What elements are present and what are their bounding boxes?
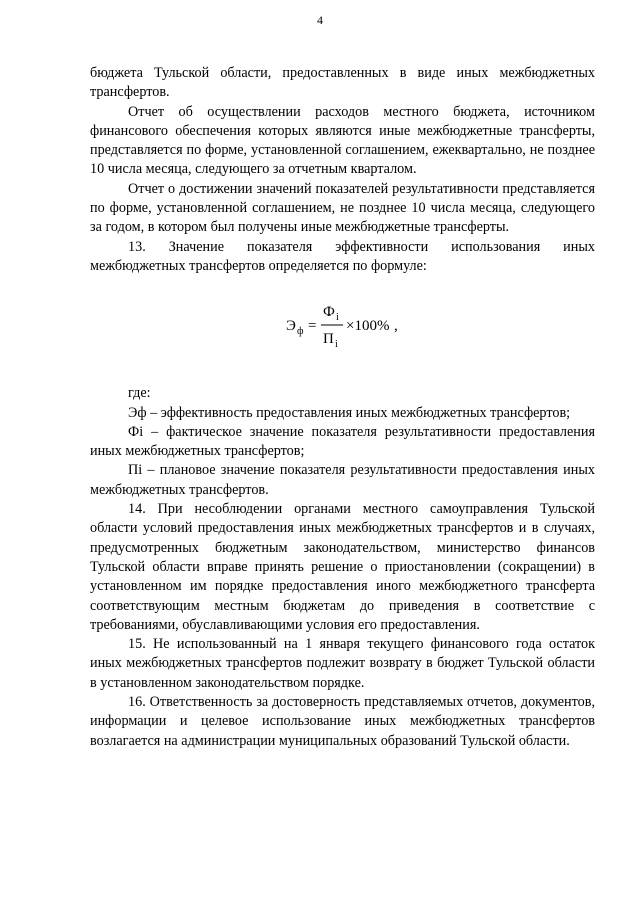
page-number: 4	[317, 13, 323, 27]
where-label: где:	[128, 385, 151, 402]
formula-svg	[286, 294, 426, 360]
formula-denominator: П	[323, 331, 334, 348]
paragraph-expense-report: Отчет об осуществлении расходов местного бюджета, источником финансового обеспечения которых являются иные межбюджетные трансферты, представляется по форме, установленной соглашением, ежеквартально, не позднее 10 числа месяца, следующего за отчетным кварталом.	[90, 103, 595, 178]
formula-numerator-subscript: i	[336, 312, 339, 324]
formula-lhs-subscript: ф	[297, 326, 304, 338]
efficiency-formula	[90, 294, 595, 360]
paragraph-item-13: 13. Значение показателя эффективности использования иных межбюджетных трансфертов определяется по формуле:	[90, 238, 595, 274]
paragraph-item-14: 14. При несоблюдении органами местного самоуправления Тульской области условий предоставления иных межбюджетных трансфертов и в случаях, предусмотренных бюджетным законодательством, министерство финансов Тульской области вправе принять решение о приостановлении (сокращении) в установленном им порядке предоставления иного межбюджетного трансферта соответствующим местным бюджетам до приведения в соответствие с требованиями, обуславливающими условия его предоставления.	[90, 501, 595, 633]
definition-efficiency: Эф – эффективность предоставления иных межбюджетных трансфертов;	[128, 404, 571, 421]
definition-actual-value: Фi – фактическое значение показателя результативности предоставления иных межбюджетных трансфертов;	[90, 423, 595, 460]
paragraph-item-15: 15. Не использованный на 1 января текущего финансового года остаток иных межбюджетных трансфертов подлежит возврату в бюджет Тульской области в установленном законодательством порядке.	[90, 636, 595, 691]
definition-planned-value: Пi – плановое значение показателя результативности предоставления иных межбюджетных трансфертов.	[90, 462, 595, 498]
document-body	[90, 64, 595, 751]
formula-lhs: Э	[286, 318, 296, 335]
formula-equals: =	[308, 318, 317, 335]
paragraph-results-report: Отчет о достижении значений показателей результативности представляется по форме, установленной соглашением, не позднее 10 числа месяца, следующего за годом, в котором был получены иные межбюджетные трансферты.	[90, 180, 595, 236]
paragraph-item-16: 16. Ответственность за достоверность представляемых отчетов, документов, информации и целевое использование иных межбюджетных трансфертов возлагается на администрации муниципальных образований Тульской области.	[90, 694, 595, 749]
formula-denominator-subscript: i	[335, 339, 338, 351]
formula-numerator: Ф	[323, 304, 335, 321]
formula-trailing-comma: ,	[394, 318, 398, 335]
formula-multiplier: ×100%	[346, 318, 390, 335]
paragraph-budget-continuation: бюджета Тульской области, предоставленных в виде иных межбюджетных трансфертов.	[90, 65, 595, 101]
